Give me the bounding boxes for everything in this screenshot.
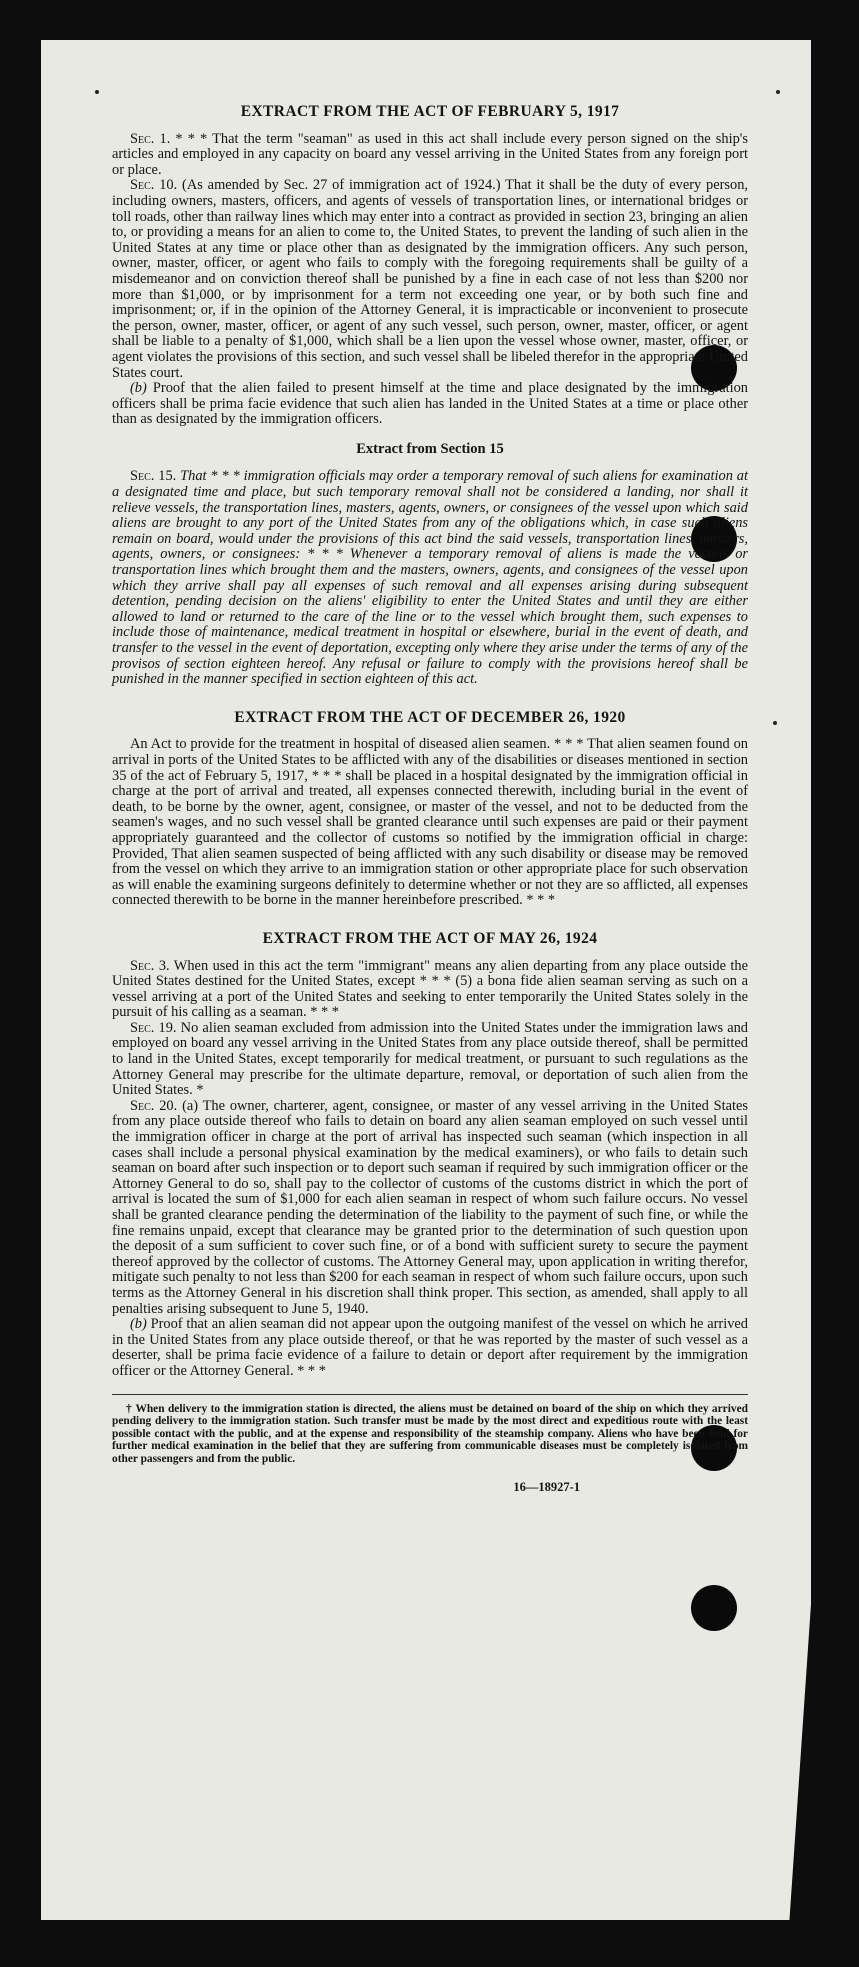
footnote: † When delivery to the immigration station is directed, the aliens must be detained on board of the ship on which they arrived pending delivery to the immigration station. Such transfer must be made by the most direct and expeditious route with the least possible contact with the public, and at the expense and responsibility of the steamship company. Aliens who have been held for further medical examination in the belief that they are suffering from communicable diseases must be completely isolated from other passengers and from the public. (112, 1402, 748, 1465)
paragraph: (b) Proof that the alien failed to present himself at the time and place designated by the immigration officers shall be prima facie evidence that such alien has landed in the United States at a time or place other than as designated by the immigration officers. (112, 380, 748, 428)
paragraph: Sec. 15. That * * * immigration officials may order a temporary removal of such aliens for examination at a designated time and place, but such temporary removal shall not be considered a landing, nor shall it relieve vessels, the transportation lines, masters, agents, owners, or consignees of the vessel upon which said aliens are brought to any port of the United States from any of the obligations which, in case such aliens remain on board, would under the provisions of this act bind the said vessels, transportation lines, masters, agents, owners, or consignees: * * * Whenever a temporary removal of aliens is made the vessels or transportation lines which brought them and the masters, owners, agents, and consignees of the vessel upon which they arrive shall pay all expenses of such removal and all expenses arising during subsequent detention, pending decision on the aliens' eligibility to enter the United States and until they are either allowed to land or returned to the care of the line or to the vessel which brought them, such expenses to include those of maintenance, medical treatment in hospital or elsewhere, burial in the event of death, and transfer to the vessel in the event of deportation, excepting only where they arise under the terms of any of the provisos of section eighteen hereof. Any refusal or failure to comply with the provisions hereof shall be punished in the manner specified in section eighteen of this act. (112, 468, 748, 688)
paragraph: Sec. 1. * * * That the term "seaman" as used in this act shall include every person signed on the ship's articles and employed in any capacity on board any vessel arriving in the United States from any foreign port or place. (112, 130, 748, 178)
section-subheading: Extract from Section 15 (356, 440, 504, 457)
footnote-divider (112, 1394, 748, 1395)
paragraph: Sec. 19. No alien seaman excluded from admission into the United States under the immigration laws and employed on board any vessel arriving in the United States from any place outside thereof, shall be permitted to land in the United States, except temporarily for medical treatment, or pursuant to such regulations as the Attorney General may prescribe for the ultimate departure, removal, or deportation of such alien from the United States. * (112, 1019, 748, 1099)
section-heading: EXTRACT FROM THE ACT OF MAY 26, 1924 (262, 929, 598, 947)
paragraph: Sec. 10. (As amended by Sec. 27 of immigration act of 1924.) That it shall be the duty of every person, including owners, masters, officers, and agents of vessels of transportation lines, or international bridges or toll roads, other than railway lines which may enter into a contract as provided in section 23, bringing an alien to, or providing a means for an alien to come to, the United States, to prevent the landing of such alien in the United States at any time or place other than as designated by the immigration officers. Any such person, owner, master, officer, or agent who fails to comply with the foregoing requirements shall be guilty of a misdemeanor and on conviction thereof shall be punished by a fine in each case of not less than $200 nor more than $1,000, or by imprisonment for a term not exceeding one year, or by both such fine and imprisonment; or, if in the opinion of the Attorney General, it is impracticable or inconvenient to prosecute the person, owner, master, officer, or agent of any such vessel, such person, owner, master, officer, or agent shall be liable to a penalty of $1,000, which shall be a lien upon the vessel whose owner, master, officer, or agent violates the provisions of this section, and such vessel shall be libeled therefor in the appropriate United States court. (112, 177, 749, 381)
section-heading: EXTRACT FROM THE ACT OF DECEMBER 26, 1920 (234, 708, 626, 726)
scan-speck (776, 90, 780, 94)
section-heading: EXTRACT FROM THE ACT OF FEBRUARY 5, 1917 (240, 103, 620, 120)
form-number: 16—18927-1 (513, 1479, 580, 1494)
document-body (112, 104, 748, 1495)
paragraph: Sec. 20. (a) The owner, charterer, agent, consignee, or master of any vessel arriving in the United States from any place outside thereof who fails to detain on board any alien seaman employed on such vessel until the immigration officer in charge at the port of arrival has inspected such seaman (which inspection in all cases shall include a personal physical examination by the medical examiners), or who fails to detain such seaman on board after such inspection or to deport such seaman if required by such immigration officer or the Attorney General to do so, shall pay to the collector of customs of the customs district in which the port of arrival is located the sum of $1,000 for each alien seaman in respect of whom such failure occurs. No vessel shall be granted clearance pending the determination of the liability to the payment of such fine, or while the fine remains unpaid, except that clearance may be granted prior to the determination of such question upon the deposit of a sum sufficient to cover such fine, or of a bond with sufficient surety to secure the payment thereof approved by the collector of customs. The Attorney General may, upon application in writing therefor, mitigate such penalty to not less than $200 for each seaman in respect of whom such failure occurs, upon such terms as the Attorney General in his discretion shall think proper. This section, as amended, shall apply to all penalties arising subsequent to June 5, 1940. (112, 1097, 748, 1317)
punch-hole (691, 1585, 737, 1631)
paragraph: Sec. 3. When used in this act the term "immigrant" means any alien departing from any place outside the United States destined for the United States, except * * * (5) a bona fide alien seaman serving as such on a vessel arriving at a port of the United States and seeking to enter temporarily the United States solely in the pursuit of his calling as a seaman. * * * (112, 957, 748, 1021)
scan-speck (773, 721, 777, 725)
scan-speck (95, 90, 99, 94)
paragraph: (b) Proof that an alien seaman did not appear upon the outgoing manifest of the vessel on which he arrived in the United States from any place outside thereof, or that he was reported by the master of such vessel as a deserter, shall be prima facie evidence of a failure to detain or deport after requirement by the immigration officer or the Attorney General. * * * (112, 1316, 748, 1379)
paragraph: An Act to provide for the treatment in hospital of diseased alien seamen. * * * That alien seamen found on arrival in ports of the United States to be afflicted with any of the disabilities or diseases mentioned in section 35 of the act of February 5, 1917, * * * shall be placed in a hospital designated by the immigration official in charge at the port of arrival and treated, all expenses connected therewith, including burial in the event of death, to be borne by the owner, agent, consignee, or master of the vessel, and not to be deducted from the seamen's wages, and no such vessel shall be granted clearance until such expenses are paid or their payment appropriately guaranteed and the collector of customs so notified by the immigration official in charge: Provided, That alien seamen suspected of being afflicted with any such disability or disease may be removed from the vessel on which they arrive to an immigration station or other appropriate place for such observation as will enable the examining surgeons definitely to determine whether or not they are so afflicted, all expenses connected therewith to be borne in the manner hereinbefore prescribed. * * * (112, 736, 748, 909)
